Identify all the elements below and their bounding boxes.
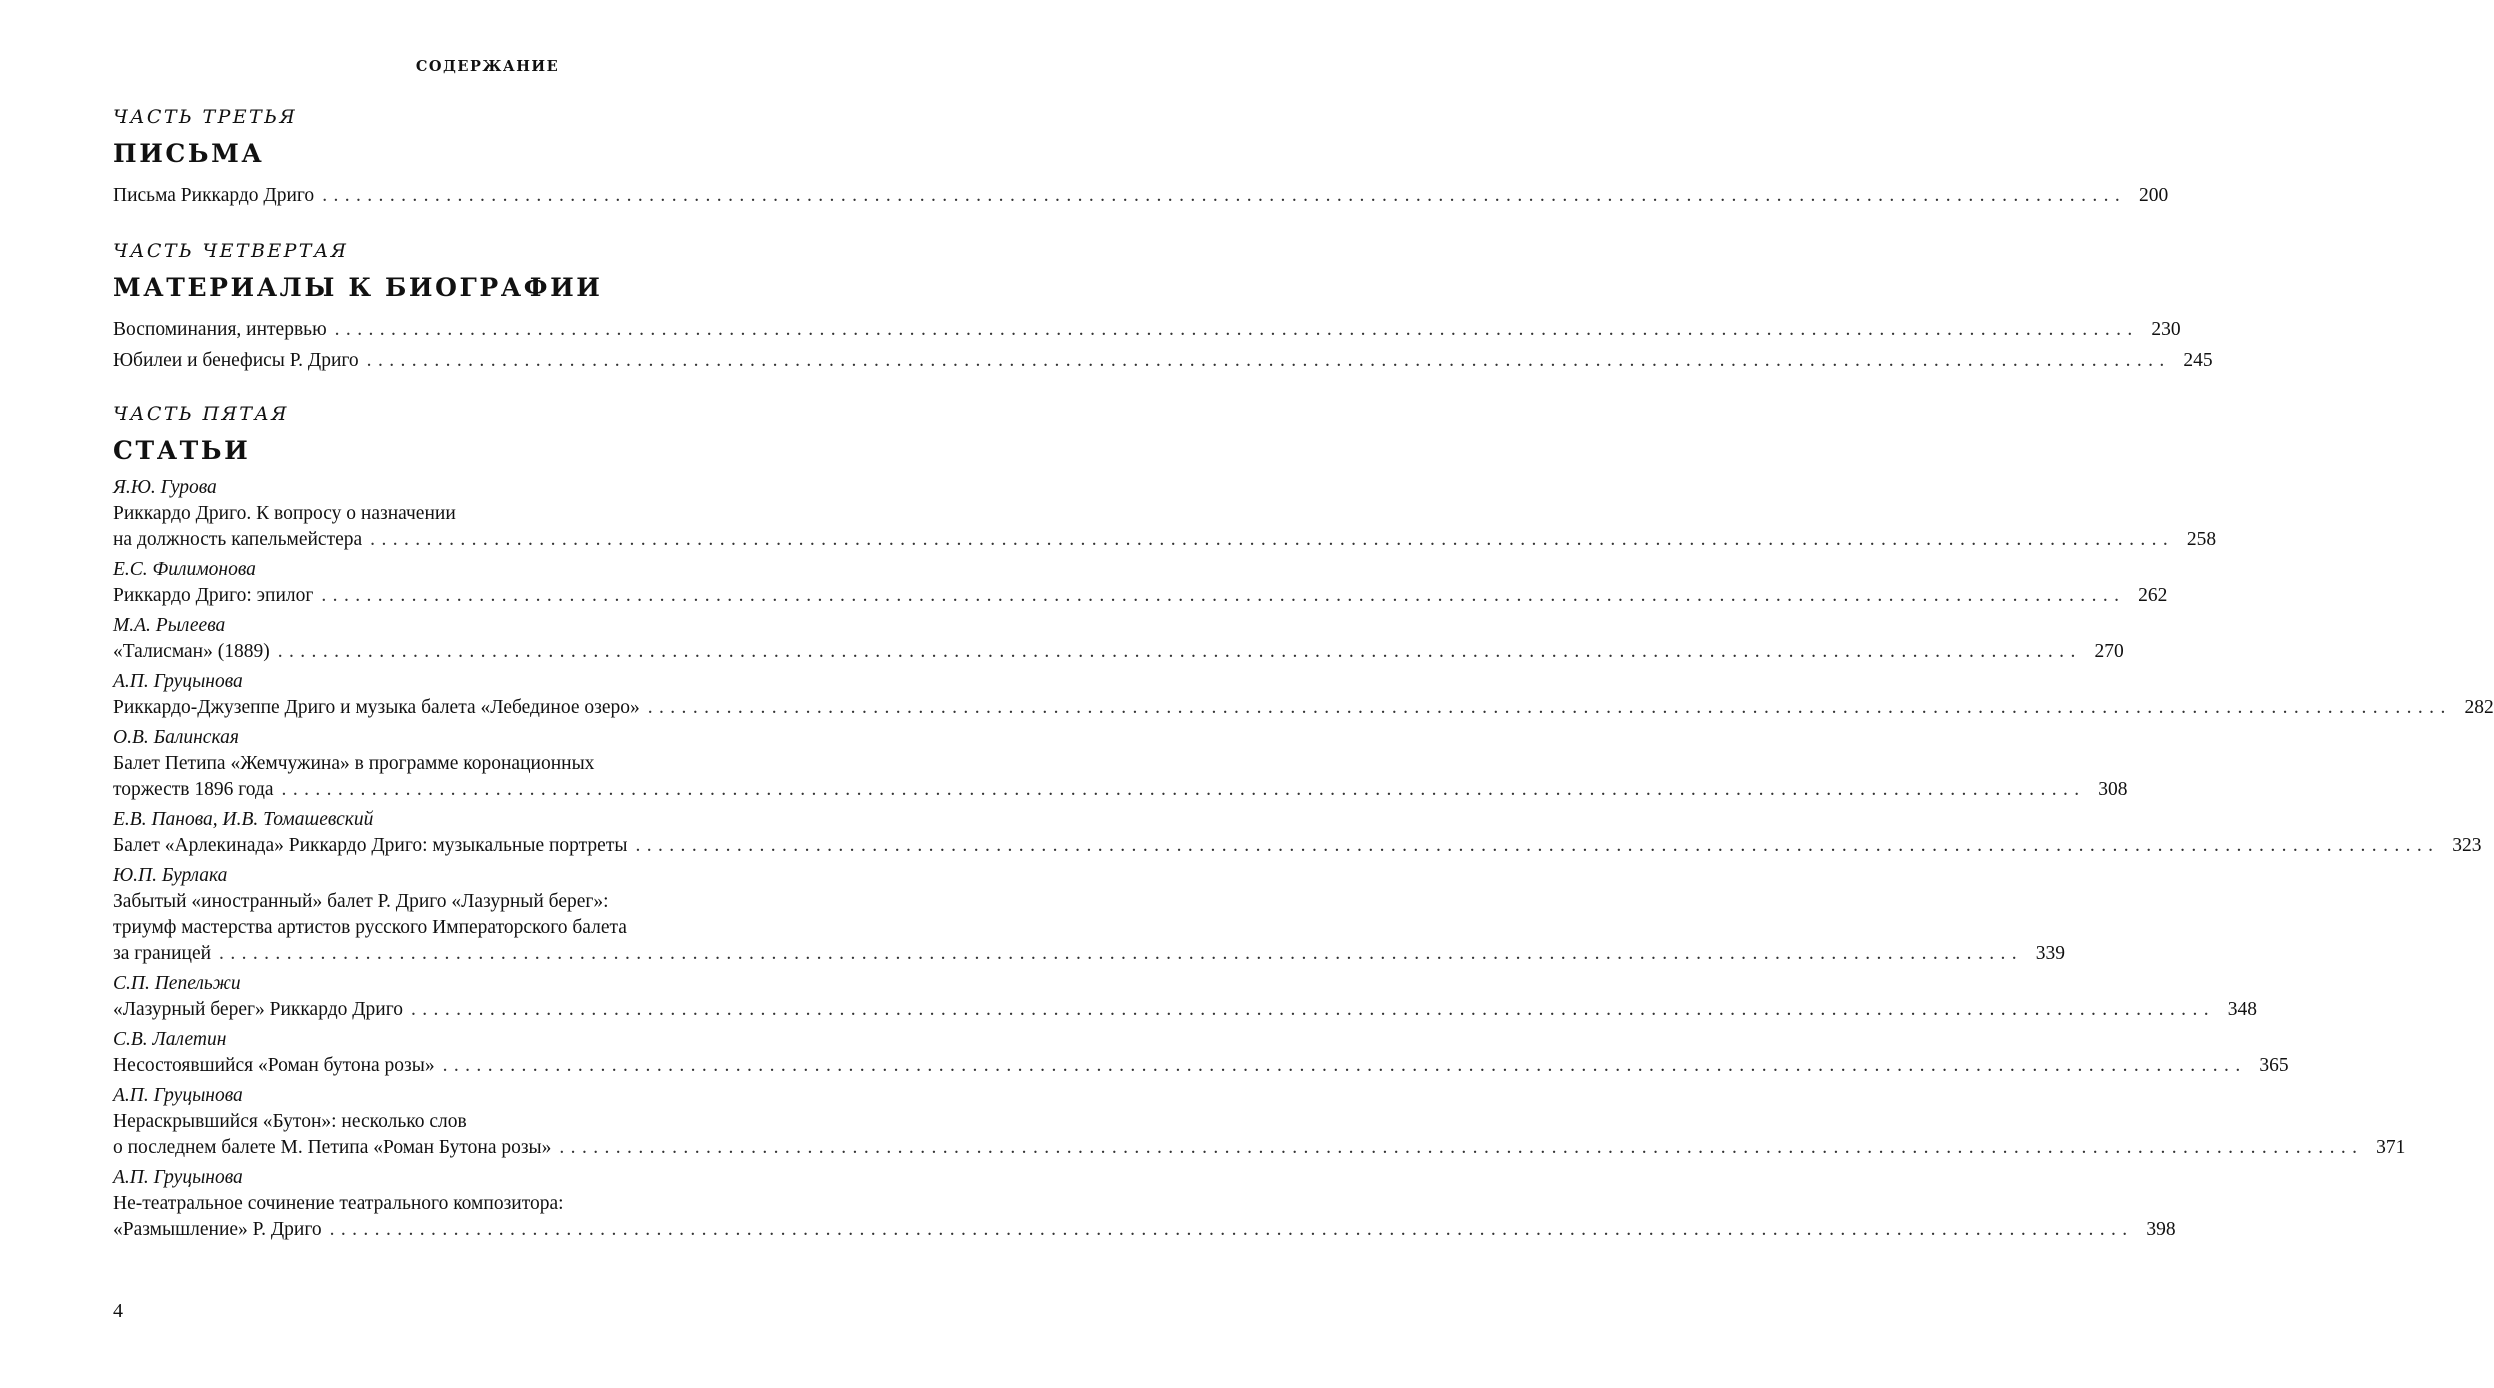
entry-title: Юбилеи и бенефисы Р. Дриго <box>113 350 359 371</box>
entry-page: 365 <box>2259 1055 2289 1076</box>
toc-entry[interactable] <box>113 317 2181 343</box>
entry-author: С.П. Пепельжи <box>113 973 241 994</box>
entry-final-line <box>113 639 2124 665</box>
entry-final-line <box>113 1135 2406 1161</box>
entry-page: 308 <box>2098 779 2128 800</box>
dot-leader: ................................................................................................................................................................ <box>442 1055 2247 1076</box>
entry-author: А.П. Груцынова <box>113 1167 243 1188</box>
entry-title: за границей <box>113 943 212 964</box>
toc-entry[interactable] <box>113 807 2482 859</box>
entry-final-line <box>113 1217 2176 1243</box>
entry-title-line: триумф мастерства артистов русского Императорского балета <box>113 917 627 938</box>
entry-final-line <box>113 833 2482 859</box>
entry-title: «Размышление» Р. Дриго <box>113 1219 322 1240</box>
dot-leader: ................................................................................................................................................................ <box>281 779 2086 800</box>
entry-title: на должность капельмейстера <box>113 529 363 550</box>
toc-entry[interactable] <box>113 557 2168 609</box>
entry-final-line <box>113 997 2257 1023</box>
entry-page: 258 <box>2186 529 2217 550</box>
entry-title: Воспоминания, интервью <box>113 319 327 340</box>
part-five <box>113 402 2494 1243</box>
part-title: МАТЕРИАЛЫ К БИОГРАФИИ <box>113 273 603 302</box>
entry-final-line <box>113 941 2066 967</box>
entry-final-line <box>113 348 2213 374</box>
entry-author: Я.Ю. Гурова <box>113 477 217 498</box>
toc-entry[interactable] <box>113 1027 2289 1079</box>
entry-author: О.В. Балинская <box>113 727 239 748</box>
entry-final-line <box>113 527 2217 553</box>
entry-page: 348 <box>2227 999 2257 1020</box>
toc-entry[interactable] <box>113 971 2257 1023</box>
entry-title: Балет «Арлекинада» Риккардо Дриго: музыкальные портреты <box>113 835 628 856</box>
toc-entry[interactable] <box>113 475 2217 553</box>
dot-leader: ................................................................................................................................................................ <box>366 350 2171 371</box>
entry-title: Несостоявшийся «Роман бутона розы» <box>113 1055 435 1076</box>
entry-final-line <box>113 317 2181 343</box>
entry-title: Риккардо Дриго: эпилог <box>113 585 314 606</box>
part-title: ПИСЬМА <box>113 139 265 168</box>
dot-leader: ................................................................................................................................................................ <box>559 1137 2364 1158</box>
part-label: ЧАСТЬ ТРЕТЬЯ <box>113 106 298 128</box>
toc-entry[interactable] <box>113 183 2169 209</box>
part-three <box>113 105 2169 209</box>
page-number: 4 <box>113 1300 123 1322</box>
entry-author: С.В. Лалетин <box>113 1029 227 1050</box>
entry-title-line: Нераскрывшийся «Бутон»: несколько слов <box>113 1111 467 1132</box>
dot-leader: ................................................................................................................................................................ <box>647 697 2452 718</box>
entry-author: А.П. Груцынова <box>113 671 243 692</box>
entry-title: о последнем балете М. Петипа «Роман Бутона розы» <box>113 1137 552 1158</box>
entry-final-line <box>113 1053 2289 1079</box>
entry-title-line: Не-театральное сочинение театрального композитора: <box>113 1193 564 1214</box>
dot-leader: ................................................................................................................................................................ <box>635 835 2440 856</box>
part-four <box>113 239 2213 374</box>
part-label: ЧАСТЬ ЧЕТВЕРТАЯ <box>113 240 349 262</box>
page-header: СОДЕРЖАНИЕ <box>415 58 560 75</box>
entry-page: 282 <box>2464 697 2494 718</box>
dot-leader: ................................................................................................................................................................ <box>334 319 2139 340</box>
toc-entry[interactable] <box>113 1083 2406 1161</box>
dot-leader: ................................................................................................................................................................ <box>321 585 2126 606</box>
toc-entry[interactable] <box>113 863 2066 967</box>
entry-final-line <box>113 183 2169 209</box>
entry-title: «Талисман» (1889) <box>113 641 270 662</box>
toc-entry[interactable] <box>113 725 2128 803</box>
entry-title: «Лазурный берег» Риккардо Дриго <box>113 999 403 1020</box>
toc-entry[interactable] <box>113 613 2124 665</box>
entry-page: 270 <box>2094 641 2124 662</box>
dot-leader: ................................................................................................................................................................ <box>322 185 2127 206</box>
entry-title-line: Забытый «иностранный» балет Р. Дриго «Лазурный берег»: <box>113 891 609 912</box>
entry-page: 230 <box>2151 319 2181 340</box>
dot-leader: ................................................................................................................................................................ <box>219 943 2024 964</box>
entry-page: 262 <box>2138 585 2168 606</box>
entry-final-line <box>113 777 2128 803</box>
part-title: СТАТЬИ <box>113 436 251 465</box>
entry-page: 200 <box>2138 185 2169 206</box>
entry-author: А.П. Груцынова <box>113 1085 243 1106</box>
entry-author: Ю.П. Бурлака <box>113 865 228 886</box>
dot-leader: ................................................................................................................................................................ <box>329 1219 2134 1240</box>
entry-title-line: Риккардо Дриго. К вопросу о назначении <box>113 503 456 524</box>
dot-leader: ................................................................................................................................................................ <box>277 641 2082 662</box>
entry-page: 371 <box>2376 1137 2406 1158</box>
entry-final-line <box>113 695 2494 721</box>
entry-title: Риккардо-Джузеппе Дриго и музыка балета «Лебединое озеро» <box>113 697 640 718</box>
entry-title-line: Балет Петипа «Жемчужина» в программе коронационных <box>113 753 595 774</box>
entry-page: 398 <box>2146 1219 2176 1240</box>
toc-entry[interactable] <box>113 669 2494 721</box>
entry-page: 323 <box>2452 835 2482 856</box>
entry-page: 339 <box>2035 943 2066 964</box>
entry-final-line <box>113 583 2168 609</box>
entry-author: Е.С. Филимонова <box>113 559 256 580</box>
entry-title: торжеств 1896 года <box>113 779 274 800</box>
entry-author: Е.В. Панова, И.В. Томашевский <box>113 809 374 830</box>
entry-author: М.А. Рылеева <box>113 615 226 636</box>
part-label: ЧАСТЬ ПЯТАЯ <box>113 403 289 425</box>
dot-leader: ................................................................................................................................................................ <box>411 999 2215 1020</box>
entry-title: Письма Риккардо Дриго <box>113 185 315 206</box>
dot-leader: ................................................................................................................................................................ <box>370 529 2175 550</box>
toc-entry[interactable] <box>113 348 2213 374</box>
entry-page: 245 <box>2183 350 2213 371</box>
toc-entry[interactable] <box>113 1165 2176 1243</box>
